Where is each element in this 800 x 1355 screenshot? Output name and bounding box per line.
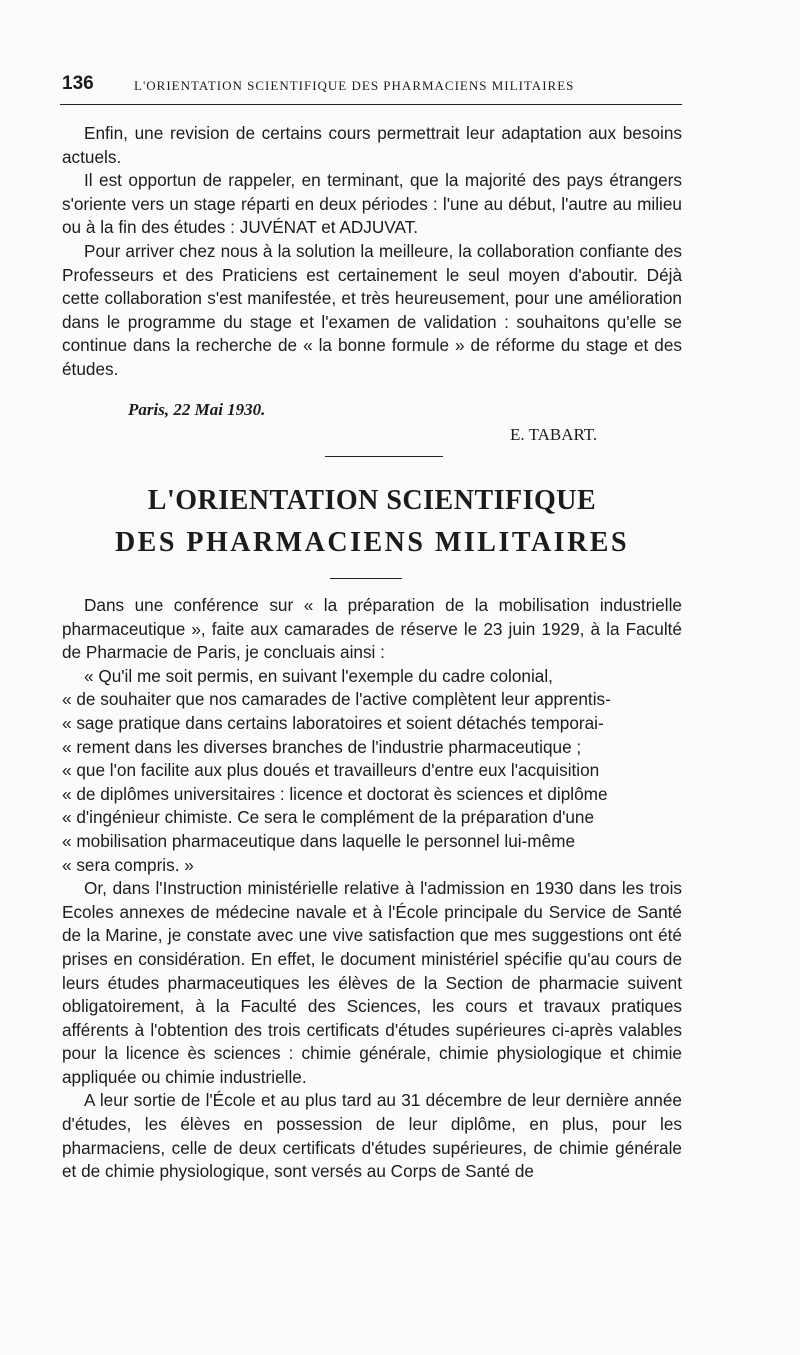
title-divider: [330, 578, 402, 579]
quotation: [62, 665, 682, 877]
quote-line: « de souhaiter que nos camarades de l'active complètent leur apprentis-: [62, 689, 611, 710]
paragraph: Il est opportun de rappeler, en terminant, que la majorité des pays étrangers s'oriente vers un stage réparti en deux périodes : l'une au début, l'autre au milieu ou à la fin des études : JUVÉNAT et ADJUVAT.: [62, 170, 682, 238]
quote-line: « de diplômes universitaires : licence et doctorat ès sciences et diplôme: [62, 783, 608, 804]
place-date: Paris, 22 Mai 1930.: [128, 400, 266, 419]
running-head: L'ORIENTATION SCIENTIFIQUE DES PHARMACIENS MILITAIRES: [134, 78, 575, 93]
article-title-line2: DES PHARMACIENS MILITAIRES: [114, 527, 630, 558]
page-number: 136: [62, 73, 94, 94]
article-title-line1: L'ORIENTATION SCIENTIFIQUE: [147, 485, 597, 516]
paragraph: Dans une conférence sur « la préparation de la mobilisation industrielle pharmaceutique », faite aux camarades de réserve le 23 juin 1929, à la Faculté de Pharmacie de Paris, je concluais ainsi :: [62, 595, 682, 663]
quote-line: « d'ingénieur chimiste. Ce sera le complément de la préparation d'une: [62, 807, 595, 828]
quote-line: « rement dans les diverses branches de l'industrie pharmaceutique ;: [62, 736, 582, 757]
article-body: [62, 594, 682, 1184]
signature: E. TABART.: [510, 425, 598, 444]
section-divider: [325, 456, 443, 457]
quote-line: « sage pratique dans certains laboratoires et soient détachés temporai-: [62, 712, 604, 733]
page-header: [62, 73, 682, 99]
paragraph: Enfin, une revision de certains cours permettrait leur adaptation aux besoins actuels.: [62, 123, 682, 167]
quote-line: « sera compris. »: [62, 854, 194, 875]
closing-section: [62, 122, 682, 382]
header-rule: [60, 104, 682, 105]
quote-line: « mobilisation pharmaceutique dans laquelle le personnel lui-même: [62, 830, 576, 851]
quote-line: « Qu'il me soit permis, en suivant l'exemple du cadre colonial,: [84, 665, 553, 686]
quote-line: « que l'on facilite aux plus doués et travailleurs d'entre eux l'acquisition: [62, 760, 600, 781]
paragraph: Pour arriver chez nous à la solution la meilleure, la collaboration confiante des Professeurs et des Praticiens est certainement le seul moyen d'aboutir. Déjà cette collaboration s'est manifestée, et très heureusement, pour une amélioration dans le programme du stage et l'examen de validation : souhaitons qu'elle se continue dans la recherche de « la bonne formule » de réforme du stage et des études.: [62, 240, 682, 379]
paragraph: Or, dans l'Instruction ministérielle relative à l'admission en 1930 dans les trois Ecoles annexes de médecine navale et à l'École principale du Service de Santé de la Marine, je constate avec une vive satisfaction que mes suggestions ont été prises en considération. En effet, le document ministériel spécifie qu'au cours de leurs études pharmaceutiques les élèves de la Section de pharmacie suivent obligatoirement, à la Faculté des Sciences, les cours et travaux pratiques afférents à l'obtention des trois certificats d'études supérieures ci-après valables pour la licence ès sciences : chimie générale, chimie physiologique et chimie appliquée ou chimie industrielle.: [62, 878, 682, 1087]
paragraph: A leur sortie de l'École et au plus tard au 31 décembre de leur dernière année d'études, les élèves en possession de leur diplôme, en plus, pour les pharmaciens, celle de deux certificats d'études supérieures, de chimie générale et de chimie physiologique, sont versés au Corps de Santé de: [62, 1090, 682, 1182]
